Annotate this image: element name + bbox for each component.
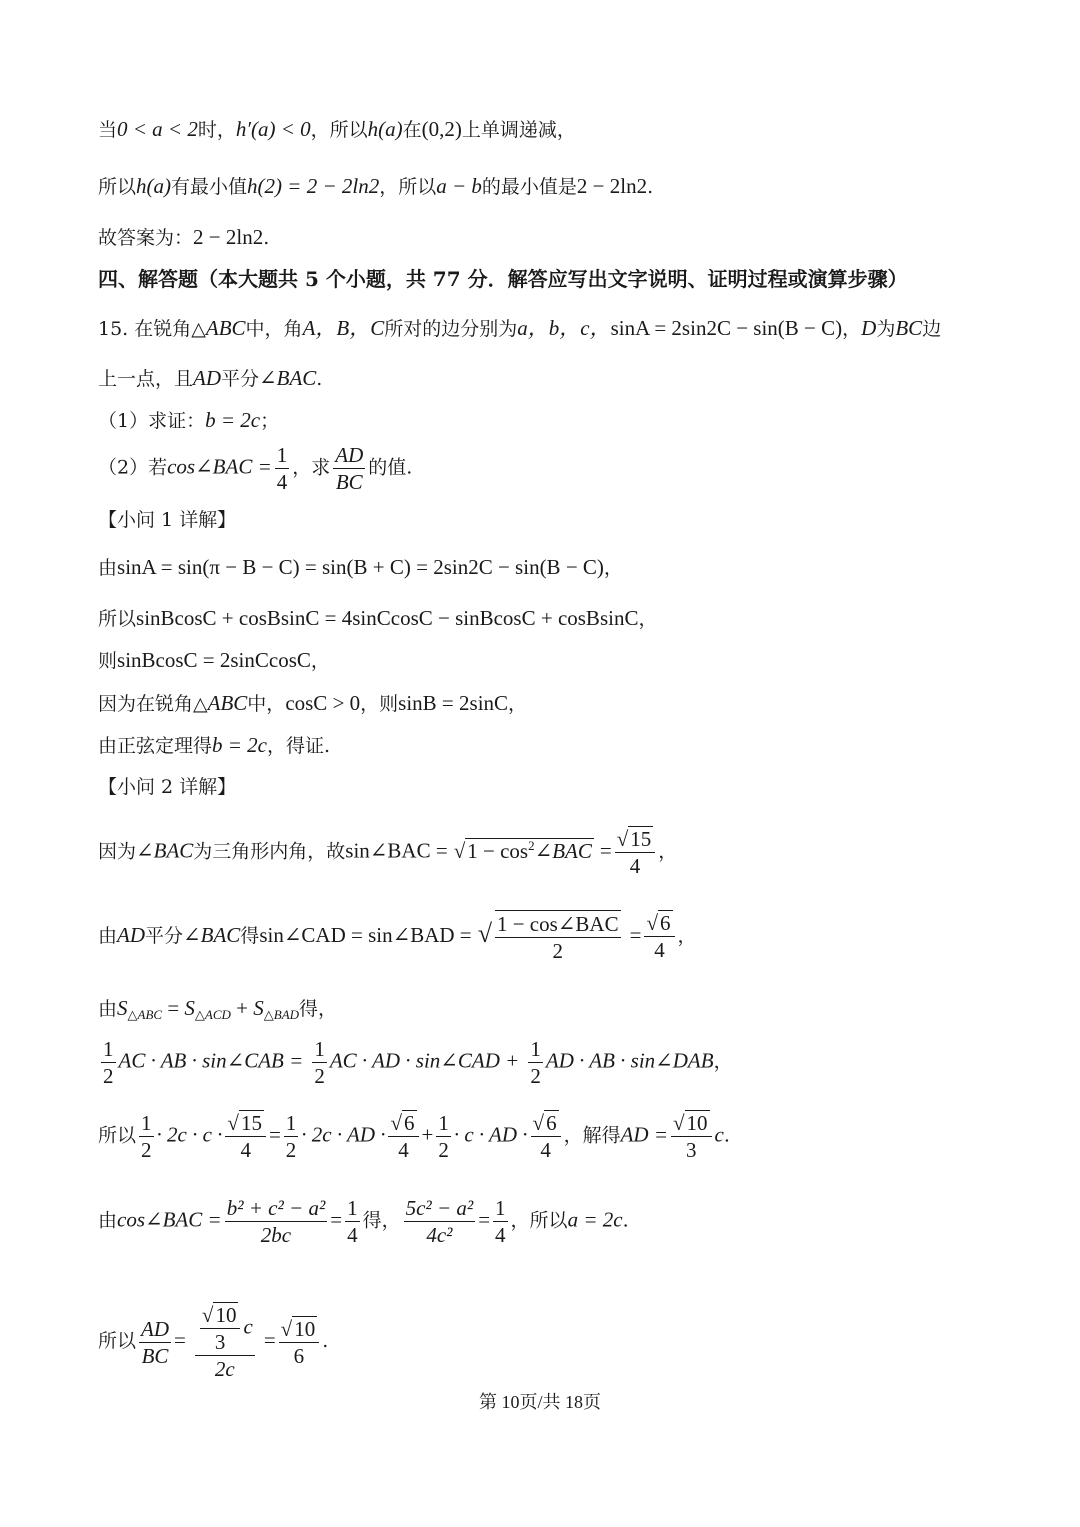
- fraction: [275, 442, 290, 495]
- sqrt: √ $\frac{\text{1 − cos∠BAC}}{2}$: [477, 912, 619, 963]
- math: AD: [117, 922, 146, 947]
- numerator: √15: [225, 1110, 266, 1137]
- text-line: [98, 826, 677, 879]
- fraction: [284, 1110, 299, 1163]
- text: ，: [638, 608, 658, 630]
- problem-15: [98, 313, 941, 344]
- subscript: △BAD: [263, 1007, 300, 1022]
- text: ，: [310, 650, 330, 672]
- denominator: 4: [240, 1138, 251, 1162]
- math: a = 2c: [567, 1207, 623, 1232]
- math: h(a): [367, 117, 403, 141]
- text: ，所以: [310, 119, 368, 141]
- math: S: [184, 996, 195, 1020]
- math: h(2) = 2 − 2ln2: [247, 174, 380, 198]
- fraction: [139, 1110, 154, 1163]
- math: sin∠BAC =: [345, 838, 448, 863]
- math: =: [162, 996, 185, 1020]
- text: （2）若: [98, 456, 168, 479]
- text: 中，角: [245, 318, 303, 340]
- fraction: [225, 1195, 328, 1248]
- numerator: √15: [615, 826, 656, 853]
- math: cos∠BAC =: [117, 1207, 222, 1232]
- numerator: 1 − cos∠BAC: [496, 912, 619, 936]
- denominator: 2: [530, 1064, 541, 1088]
- math: S: [117, 996, 128, 1020]
- fraction: [671, 1110, 712, 1163]
- math: AC · AB · sin∠CAB =: [118, 1048, 304, 1073]
- math: sinA = sin(π − B − C) = sin(B + C) = 2sin2C − sin(B − C): [117, 555, 604, 579]
- text-line: [98, 688, 527, 719]
- text: （1）求证：: [98, 410, 206, 432]
- math: AD =: [620, 1122, 669, 1147]
- text: 所以: [98, 1330, 137, 1352]
- denominator: 4: [276, 470, 288, 494]
- text: 平分: [145, 924, 184, 947]
- text: 有最小值: [171, 176, 248, 198]
- radicand: [465, 838, 594, 863]
- subsection-heading: 【小问 1 详解】: [98, 509, 237, 531]
- fraction: [495, 910, 621, 964]
- numerator: 1: [285, 1111, 297, 1135]
- denominator: 2: [552, 939, 564, 963]
- numerator: 1: [347, 1196, 358, 1220]
- math: +: [230, 996, 254, 1020]
- numerator: 1: [103, 1037, 114, 1061]
- text: 得，: [299, 998, 338, 1020]
- text: ，解得: [563, 1124, 621, 1147]
- text: ，: [713, 1050, 733, 1073]
- radicand: 6: [404, 1111, 415, 1135]
- math: cos∠BAC =: [167, 454, 272, 479]
- text: 由: [98, 998, 118, 1020]
- denominator: 3: [214, 1330, 226, 1354]
- math: c: [714, 1122, 724, 1147]
- text: 平分: [221, 368, 260, 390]
- radicand: 6: [546, 1111, 557, 1135]
- denominator: 3: [686, 1138, 697, 1162]
- text: 当: [98, 119, 118, 141]
- fraction: [101, 1036, 116, 1089]
- text: .: [322, 1330, 329, 1352]
- text-line: [98, 730, 330, 761]
- complex-fraction: [195, 1302, 255, 1382]
- text: ∠BAC: [534, 838, 592, 863]
- numerator: b² + c² − a²: [226, 1196, 326, 1220]
- text: ，: [677, 924, 697, 947]
- math: AD · AB · sin∠DAB: [545, 1048, 714, 1073]
- denominator: 4c²: [426, 1223, 453, 1247]
- math: 2 − 2ln2: [193, 225, 264, 249]
- text-line: [98, 1110, 730, 1163]
- numerator: 1: [495, 1196, 506, 1220]
- fraction: [644, 910, 674, 963]
- text-line: [98, 171, 653, 202]
- text-line: [98, 910, 697, 964]
- text-line: [98, 1195, 629, 1248]
- text-line: [98, 1036, 733, 1089]
- numerator: √10: [279, 1316, 320, 1343]
- math: =: [330, 1207, 343, 1232]
- radicand: 10: [294, 1316, 316, 1341]
- text: 1 − cos: [467, 838, 529, 863]
- text: 因为在锐角△: [98, 693, 208, 715]
- text: .: [622, 1209, 629, 1232]
- fraction: [200, 1302, 241, 1355]
- radicand: 15: [240, 1111, 262, 1135]
- numerator: √6: [388, 1110, 418, 1137]
- text: .: [723, 1124, 730, 1147]
- text: 为: [876, 318, 896, 340]
- text: 15. 在锐角△: [98, 318, 206, 340]
- text: 的最小值是: [481, 176, 577, 198]
- denominator: 2bc: [260, 1223, 292, 1247]
- math: =: [629, 922, 642, 947]
- superscript: 2: [528, 837, 535, 853]
- math: sin∠CAD = sin∠BAD =: [259, 922, 472, 947]
- denominator: 4: [654, 938, 665, 963]
- radicand: 6: [660, 911, 671, 936]
- text: 所以: [98, 176, 137, 198]
- text: 边: [922, 318, 942, 340]
- denominator: 4: [540, 1138, 551, 1162]
- math: ABC: [205, 316, 246, 340]
- numerator: 1: [314, 1037, 325, 1061]
- math: ∠BAC: [259, 366, 317, 390]
- math: =: [478, 1207, 491, 1232]
- denominator: BC: [335, 470, 363, 494]
- text: 得，: [362, 1209, 401, 1232]
- text: 所以: [98, 608, 137, 630]
- text: ，所以: [379, 176, 437, 198]
- text: 的值.: [368, 456, 413, 479]
- text-line: [98, 993, 337, 1030]
- math: h(a): [136, 174, 172, 198]
- text-line: [98, 114, 576, 145]
- question-2: [98, 442, 412, 495]
- math: a，b，c，: [517, 316, 611, 340]
- math: ∠BAC: [183, 922, 241, 947]
- math: a − b: [436, 174, 482, 198]
- math: sinBcosC + cosBsinC = 4sinCcosC − sinBcosC + cosBsinC: [136, 606, 639, 630]
- numerator: √10: [200, 1302, 241, 1329]
- fraction: [345, 1195, 360, 1248]
- text-line: [98, 552, 623, 583]
- text: .: [647, 176, 654, 198]
- fraction: [436, 1110, 451, 1163]
- math: h′(a) < 0: [235, 117, 311, 141]
- denominator: 4: [629, 854, 641, 878]
- text: c: [243, 1314, 253, 1339]
- denominator: 6: [293, 1343, 305, 1368]
- denominator: 2: [285, 1138, 297, 1162]
- math: (0,2): [421, 117, 462, 141]
- fraction: [225, 1110, 266, 1163]
- text: ；: [260, 410, 280, 432]
- math: · 2c · AD ·: [301, 1122, 386, 1147]
- text: 在: [402, 119, 422, 141]
- text: 由: [98, 1209, 118, 1232]
- math: sinBcosC = 2sinCcosC: [117, 648, 311, 672]
- subscript: △ABC: [127, 1007, 163, 1022]
- text: ，: [842, 318, 862, 340]
- text: 所对的边分别为: [384, 318, 518, 340]
- text: .: [316, 368, 323, 390]
- math: =: [174, 1328, 186, 1352]
- text: 由正弦定理得: [98, 735, 213, 757]
- denominator: 2: [314, 1064, 325, 1088]
- denominator: 4: [495, 1223, 506, 1247]
- numerator: 1: [530, 1037, 541, 1061]
- problem-15-cont: [98, 363, 322, 394]
- math: AD: [193, 366, 222, 390]
- math: BC: [895, 316, 923, 340]
- text: 所以: [98, 1124, 137, 1147]
- fraction: [404, 1195, 476, 1248]
- text: 故答案为：: [98, 227, 194, 249]
- text: 时，: [197, 119, 236, 141]
- numerator: √10: [671, 1110, 712, 1137]
- math: 0 < a < 2: [117, 117, 198, 141]
- numerator: 5c² − a²: [405, 1196, 474, 1220]
- numerator: [195, 1302, 255, 1356]
- math: S: [253, 996, 264, 1020]
- math: sinB = 2sinC: [398, 691, 509, 715]
- numerator: AD: [141, 1316, 170, 1341]
- denominator: 4: [398, 1138, 409, 1162]
- question-1: [98, 405, 279, 436]
- math: b = 2c: [205, 408, 261, 432]
- radicand: 15: [630, 827, 652, 851]
- denominator: 2c: [214, 1357, 235, 1381]
- fraction: [615, 826, 656, 879]
- denominator: 2: [141, 1138, 152, 1162]
- math: +: [421, 1122, 434, 1147]
- denominator: 4: [347, 1223, 358, 1247]
- fraction: [528, 1036, 543, 1089]
- math: sinA = 2sin2C − sin(B − C): [610, 316, 843, 340]
- text: ，: [658, 840, 678, 863]
- math: AC · AD · sin∠CAD +: [329, 1048, 520, 1073]
- numerator: 1: [141, 1111, 152, 1135]
- math: =: [599, 838, 612, 863]
- fraction: [279, 1316, 320, 1369]
- sqrt: $√1 - \cos^2\angle BAC$: [453, 837, 592, 863]
- section-title: 四、解答题（本大题共 5 个小题，共 77 分．解答应写出文字说明、证明过程或演算步骤）: [98, 267, 908, 291]
- text: 上单调递减，: [461, 119, 576, 141]
- math: · c · AD ·: [453, 1122, 528, 1147]
- text: ，则: [360, 693, 399, 715]
- numerator: √6: [644, 910, 674, 937]
- text-line: [98, 222, 269, 253]
- fraction: [493, 1195, 508, 1248]
- numerator: 1: [276, 443, 288, 467]
- denominator: 2: [103, 1064, 114, 1088]
- numerator: √6: [531, 1110, 561, 1137]
- text-line: [98, 1302, 328, 1382]
- radicand: 10: [686, 1111, 708, 1135]
- math: A，B，C: [302, 316, 385, 340]
- math: =: [268, 1122, 281, 1147]
- denominator: 2: [438, 1138, 449, 1162]
- text: 则: [98, 650, 118, 672]
- denominator: BC: [141, 1343, 169, 1368]
- text: 为三角形内角，故: [193, 840, 346, 863]
- subsection-heading: 【小问 2 详解】: [98, 776, 237, 798]
- radicand: 10: [215, 1303, 237, 1327]
- fraction: [333, 442, 365, 495]
- math: ∠BAC: [136, 838, 194, 863]
- page-footer: 第 10页/共 18页: [478, 1392, 601, 1412]
- text: 上一点，且: [98, 368, 194, 390]
- text: .: [263, 227, 270, 249]
- text: 由: [98, 557, 118, 579]
- text: ，求: [292, 456, 331, 479]
- fraction: [312, 1036, 327, 1089]
- math: D: [861, 316, 877, 340]
- fraction: [531, 1110, 561, 1163]
- text: ，所以: [510, 1209, 568, 1232]
- text-line: [98, 603, 657, 634]
- subscript: △ACD: [194, 1007, 231, 1022]
- text: ，: [508, 693, 528, 715]
- text-line: [98, 645, 330, 676]
- math: b = 2c: [212, 733, 268, 757]
- math: 2 − 2ln2: [576, 174, 648, 198]
- numerator: AD: [335, 443, 364, 467]
- fraction: [139, 1316, 171, 1369]
- numerator: 1: [438, 1111, 449, 1135]
- text: ，: [603, 557, 623, 579]
- text: 得: [240, 924, 260, 947]
- text: 因为: [98, 840, 137, 863]
- fraction: [388, 1110, 418, 1163]
- text: ，得证.: [267, 735, 331, 757]
- math: · 2c · c ·: [156, 1122, 223, 1147]
- text: 由: [98, 924, 118, 947]
- text: 中，: [247, 693, 286, 715]
- math: cosC > 0: [285, 691, 361, 715]
- math: =: [263, 1328, 276, 1352]
- math: ABC: [207, 691, 248, 715]
